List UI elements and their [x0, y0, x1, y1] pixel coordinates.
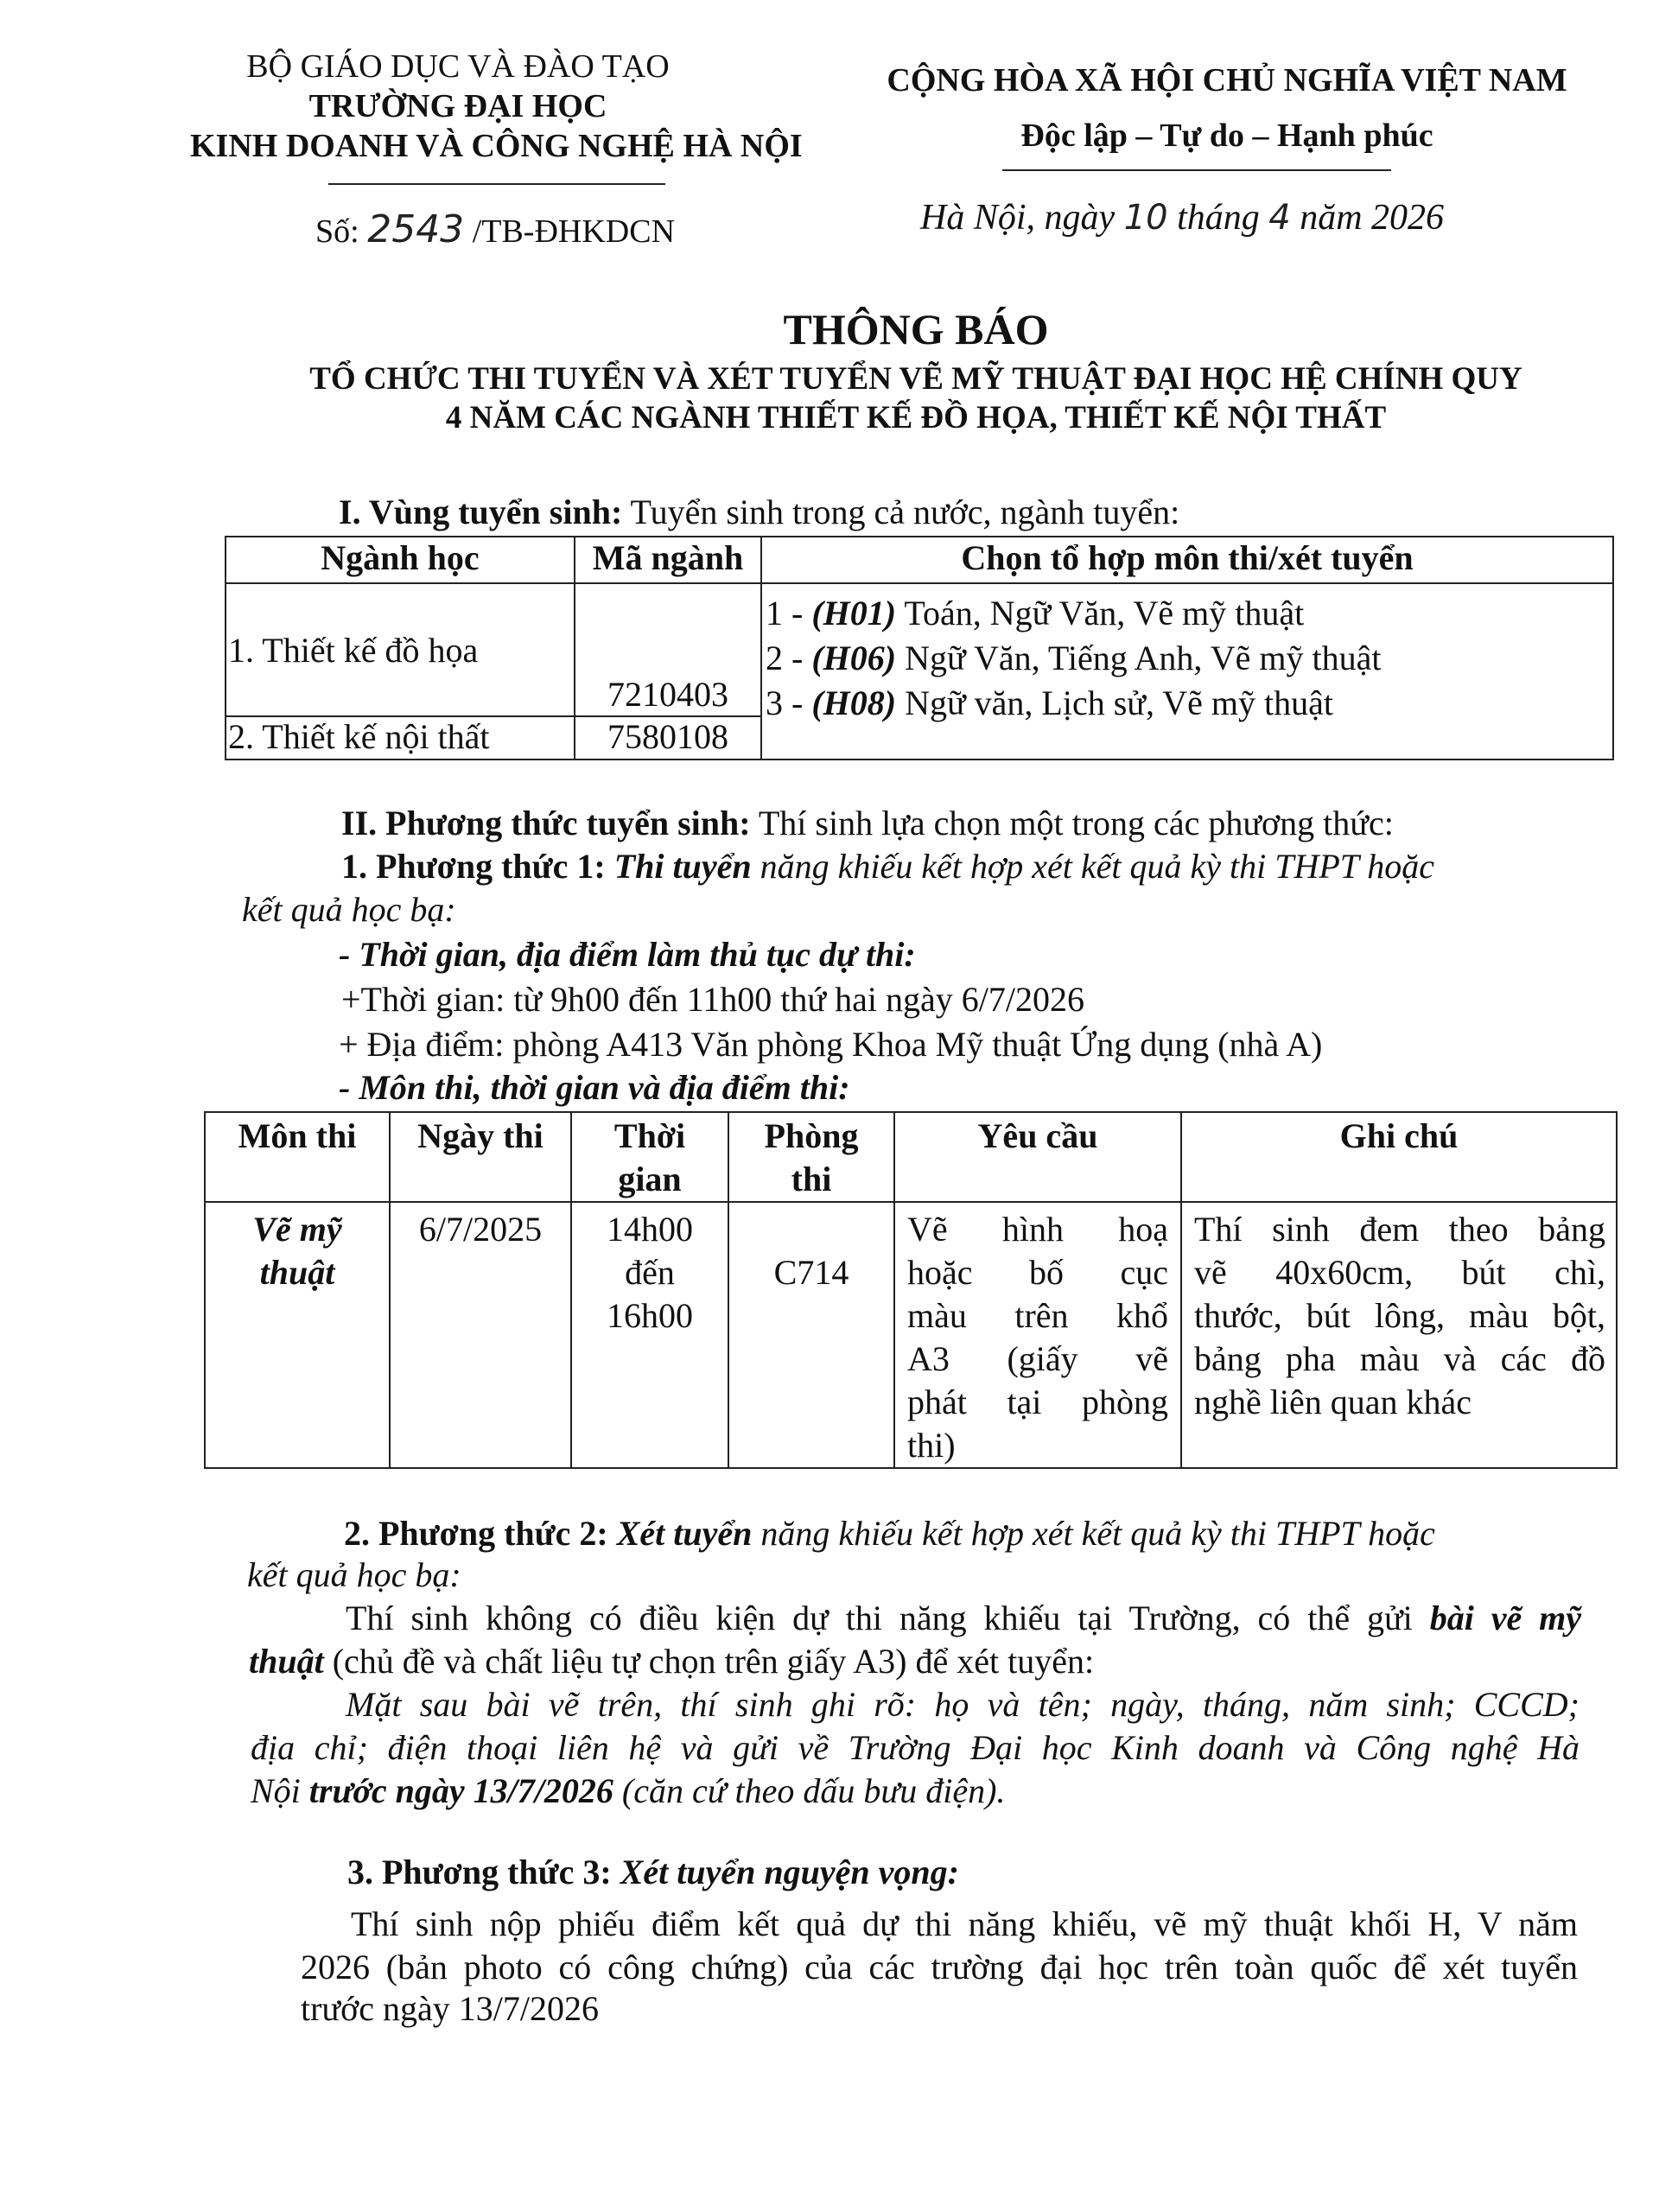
list-item: 3 - (H08) Ngữ văn, Lịch sử, Vẽ mỹ thuật — [766, 683, 1333, 722]
date-month-label: tháng — [1177, 198, 1260, 238]
method1-desc: năng khiếu kết hợp xét kết quả kỳ thi THPT hoặc — [751, 847, 1435, 886]
exam-subject: Vẽ mỹ thuật — [205, 1202, 390, 1468]
ministry-name: BỘ GIÁO DỤC VÀ ĐÀO TẠO — [246, 48, 670, 85]
procedure-place: + Địa điểm: phòng A413 Văn phòng Khoa Mỹ thuật Ứng dụng (nhà A) — [339, 1025, 1323, 1064]
method3-line — [347, 1851, 959, 1894]
country-name: CỘNG HÒA XÃ HỘI CHỦ NGHĨA VIỆT NAM — [887, 62, 1567, 99]
exam-table — [204, 1111, 1618, 1469]
col-note: Ghi chú — [1181, 1112, 1617, 1202]
exam-date: 6/7/2025 — [390, 1202, 571, 1468]
method1-desc-line2: kết quả học bạ: — [242, 890, 456, 929]
method3-label: 3. Phương thức 3: — [347, 1853, 612, 1891]
document-subtitle-line2: 4 NĂM CÁC NGÀNH THIẾT KẾ ĐỒ HỌA, THIẾT KẾ NỘI THẤT — [445, 400, 1387, 435]
method2-paragraph2-line3: Nội trước ngày 13/7/2026 (căn cứ theo dấu bưu điện). — [251, 1771, 1006, 1810]
method3-paragraph-line2: 2026 (bản photo có công chứng) của các trường đại học trên toàn quốc để xét tuyển — [301, 1948, 1578, 1986]
method2-paragraph1-line1: Thí sinh không có điều kiện dự thi năng khiếu tại Trường, có thể gửi bài vẽ mỹ — [346, 1599, 1581, 1637]
col-code: Mã ngành — [575, 537, 761, 583]
col-time: Thời gian — [571, 1112, 728, 1202]
number-handwritten: 2543 — [367, 207, 465, 251]
col-major: Ngành học — [226, 537, 575, 583]
method2-desc-line2: kết quả học bạ: — [247, 1555, 461, 1594]
col-date: Ngày thi — [390, 1112, 571, 1202]
exam-room: C714 — [728, 1202, 894, 1468]
school-name-line1: TRƯỜNG ĐẠI HỌC — [308, 88, 607, 124]
method1-kind: Thi tuyển — [613, 847, 752, 886]
date-month-handwritten: 4 — [1268, 198, 1291, 238]
section2-line — [341, 802, 1394, 845]
major-name: 1. Thiết kế đồ họa — [226, 583, 575, 716]
table-row — [226, 583, 1613, 716]
table-row — [205, 1202, 1617, 1468]
method2-kind: Xét tuyển — [616, 1514, 753, 1553]
method1-line — [341, 845, 1434, 888]
method3-paragraph-line3: trước ngày 13/7/2026 — [301, 1989, 599, 2028]
method2-desc: năng khiếu kết hợp xét kết quả kỳ thi THPT hoặc — [752, 1514, 1435, 1553]
col-combination: Chọn tổ hợp môn thi/xét tuyển — [761, 537, 1613, 583]
section1-heading: I. Vùng tuyển sinh: — [339, 493, 623, 531]
number-label: Số: — [315, 213, 359, 250]
exam-note: Thí sinh đem theo bảng vẽ 40x60cm, bút chì, thước, bút lông, màu bột, bảng pha màu và các đồ nghề liên quan khác — [1181, 1202, 1617, 1468]
school-name-line2: KINH DOANH VÀ CÔNG NGHỆ HÀ NỘI — [190, 128, 803, 164]
section2-heading: II. Phương thức tuyển sinh: — [341, 804, 751, 842]
method3-paragraph-line1: Thí sinh nộp phiếu điểm kết quả dự thi năng khiếu, vẽ mỹ thuật khối H, V năm — [351, 1904, 1578, 1943]
number-suffix: /TB-ĐHKDCN — [472, 213, 676, 250]
date-year-label: năm 2026 — [1300, 198, 1445, 238]
document-number — [315, 204, 675, 257]
method2-line — [344, 1512, 1435, 1555]
col-room: Phòng thi — [728, 1112, 894, 1202]
major-code: 7580108 — [575, 716, 761, 760]
motto: Độc lập – Tự do – Hạnh phúc — [1020, 118, 1433, 154]
majors-table-header — [226, 537, 1613, 583]
section2-text: Thí sinh lựa chọn một trong các phương thức: — [750, 804, 1394, 842]
document-subtitle-line1: TỔ CHỨC THI TUYỂN VÀ XÉT TUYỂN VẼ MỸ THUẬT ĐẠI HỌC HỆ CHÍNH QUY — [309, 361, 1522, 397]
exam-time: 14h00 đến 16h00 — [571, 1202, 728, 1468]
exam-table-header — [205, 1112, 1617, 1202]
issue-date — [920, 192, 1444, 244]
method2-paragraph2-line2: địa chỉ; điện thoại liên hệ và gửi về Trường Đại học Kinh doanh và Công nghệ Hà — [251, 1728, 1580, 1767]
col-subject: Môn thi — [205, 1112, 390, 1202]
list-item: 2 - (H06) Ngữ Văn, Tiếng Anh, Vẽ mỹ thuật — [766, 639, 1382, 677]
section1-line — [339, 491, 1179, 534]
right-header-rule — [1002, 169, 1391, 171]
procedure-time: +Thời gian: từ 9h00 đến 11h00 thứ hai ngày 6/7/2026 — [341, 980, 1084, 1019]
document-title: THÔNG BÁO — [783, 305, 1049, 353]
exam-heading: - Môn thi, thời gian và địa điểm thi: — [339, 1068, 850, 1107]
combinations-cell — [761, 583, 1613, 760]
date-prefix: Hà Nội, ngày — [920, 198, 1116, 238]
method2-label: 2. Phương thức 2: — [344, 1514, 608, 1553]
date-day-handwritten: 10 — [1123, 198, 1168, 238]
majors-table — [225, 536, 1614, 760]
method2-paragraph1-line2: thuật (chủ đề và chất liệu tự chọn trên giấy A3) để xét tuyển: — [249, 1642, 1095, 1681]
major-name: 2. Thiết kế nội thất — [226, 716, 575, 760]
section1-text: Tuyển sinh trong cả nước, ngành tuyển: — [622, 493, 1180, 531]
col-requirement: Yêu cầu — [894, 1112, 1181, 1202]
procedure-heading: - Thời gian, địa điểm làm thủ tục dự thi: — [339, 935, 916, 974]
left-header-rule — [328, 183, 665, 185]
list-item: 1 - (H01) Toán, Ngữ Văn, Vẽ mỹ thuật — [766, 594, 1305, 632]
method1-label: 1. Phương thức 1: — [341, 847, 606, 886]
method3-kind: Xét tuyển nguyện vọng: — [620, 1853, 959, 1891]
major-code: 7210403 — [575, 583, 761, 716]
method2-paragraph2-line1: Mặt sau bài vẽ trên, thí sinh ghi rõ: họ và tên; ngày, tháng, năm sinh; CCCD; — [346, 1685, 1580, 1724]
exam-requirement: Vẽ hình hoạ hoặc bố cục màu trên khổ A3 (giấy vẽ phát tại phòng thi) — [894, 1202, 1181, 1468]
